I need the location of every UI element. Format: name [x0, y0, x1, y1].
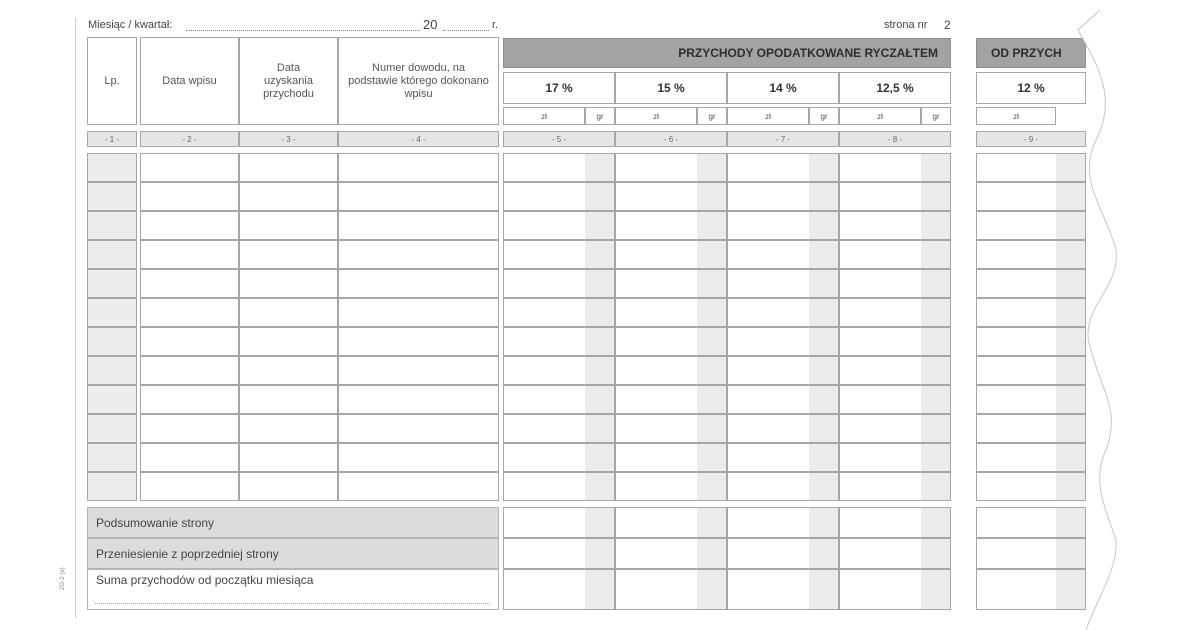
amount-cell [839, 298, 951, 327]
amount-cell [839, 153, 951, 182]
entry-cell [338, 385, 499, 414]
amount-cell [503, 269, 615, 298]
entry-cell [239, 327, 338, 356]
entry-cell [140, 240, 239, 269]
amount-cell [839, 385, 951, 414]
entry-cell [338, 240, 499, 269]
month-total-dotline [95, 603, 490, 604]
side-code: ZG-2 (e) [60, 567, 66, 590]
entry-cell [338, 182, 499, 211]
col-number-3: - 3 - [239, 131, 338, 147]
amount-cell [503, 182, 615, 211]
section-title-od-przych: OD PRZYCH [976, 38, 1086, 68]
summary-amount-cell [503, 569, 615, 610]
amount-cell [503, 327, 615, 356]
rate-15: 15 % [615, 72, 727, 104]
header-data-wpisu: Data wpisu [140, 37, 239, 125]
amount-cell [727, 182, 839, 211]
header-data-uzyskania: Data uzyskania przychodu [239, 37, 338, 125]
summary-amount-cell [503, 538, 615, 569]
subhead-zl: zł [976, 107, 1056, 125]
entry-cell [87, 240, 137, 269]
section-title-ryczalt: PRZYCHODY OPODATKOWANE RYCZAŁTEM [503, 38, 951, 68]
amount-cell [503, 443, 615, 472]
amount-cell [727, 414, 839, 443]
entry-cell [239, 240, 338, 269]
rate-17: 17 % [503, 72, 615, 104]
col-number-1: - 1 - [87, 131, 137, 147]
amount-cell [839, 182, 951, 211]
entry-cell [239, 211, 338, 240]
amount-cell [727, 211, 839, 240]
amount-cell [615, 269, 727, 298]
amount-cell [503, 356, 615, 385]
entry-cell [338, 211, 499, 240]
entry-cell [239, 298, 338, 327]
amount-cell [615, 182, 727, 211]
summary-amount-cell [839, 507, 951, 538]
subhead-gr: gr [809, 107, 839, 125]
entry-cell [140, 356, 239, 385]
amount-cell [839, 414, 951, 443]
paper-left-edge [75, 18, 76, 618]
entry-cell [87, 298, 137, 327]
month-quarter-label: Miesiąc / kwartał: [88, 19, 173, 31]
entry-cell [239, 153, 338, 182]
entry-cell [140, 269, 239, 298]
entry-cell [87, 414, 137, 443]
col-number-4: - 4 - [338, 131, 499, 147]
amount-cell [727, 298, 839, 327]
entry-cell [140, 472, 239, 501]
entry-cell [239, 472, 338, 501]
header-numer-dowodu: Numer dowodu, na podstawie którego dokonano wpisu [338, 37, 499, 125]
subhead-zl: zł [503, 107, 585, 125]
entry-cell [140, 153, 239, 182]
amount-cell [615, 211, 727, 240]
rate-12: 12 % [976, 72, 1086, 104]
amount-cell [839, 211, 951, 240]
header-lp: Lp. [87, 37, 137, 125]
summary-amount-cell [503, 507, 615, 538]
month-quarter-dotline [186, 30, 420, 31]
entry-cell [239, 385, 338, 414]
amount-cell [503, 211, 615, 240]
amount-cell [727, 385, 839, 414]
summary-amount-cell [727, 538, 839, 569]
summary-amount-cell [727, 569, 839, 610]
subhead-gr: gr [585, 107, 615, 125]
amount-cell [839, 472, 951, 501]
col-number-8: - 8 - [839, 131, 951, 147]
year-suffix: r. [492, 19, 499, 31]
amount-cell [839, 443, 951, 472]
entry-cell [140, 211, 239, 240]
subhead-zl: zł [839, 107, 921, 125]
entry-cell [239, 356, 338, 385]
entry-cell [338, 269, 499, 298]
summary-carried-label: Przeniesienie z poprzedniej strony [87, 538, 499, 569]
amount-cell [727, 153, 839, 182]
amount-cell [615, 153, 727, 182]
entry-cell [239, 414, 338, 443]
amount-cell [503, 472, 615, 501]
amount-cell [615, 385, 727, 414]
amount-cell [839, 356, 951, 385]
subhead-zl: zł [727, 107, 809, 125]
entry-cell [140, 385, 239, 414]
summary-amount-cell [615, 538, 727, 569]
amount-cell [839, 327, 951, 356]
amount-cell [615, 414, 727, 443]
entry-cell [239, 182, 338, 211]
entry-cell [338, 414, 499, 443]
entry-cell [87, 327, 137, 356]
amount-cell [839, 269, 951, 298]
amount-cell [615, 443, 727, 472]
entry-cell [338, 443, 499, 472]
entry-cell [87, 472, 137, 501]
entry-cell [338, 298, 499, 327]
year-prefix: 20 [423, 17, 438, 32]
amount-cell [727, 327, 839, 356]
entry-cell [87, 211, 137, 240]
entry-cell [239, 269, 338, 298]
col-number-6: - 6 - [615, 131, 727, 147]
col-number-9: - 9 - [976, 131, 1086, 147]
summary-amount-cell [615, 507, 727, 538]
amount-cell [503, 414, 615, 443]
page-number: 2 [944, 18, 951, 32]
amount-cell [727, 356, 839, 385]
summary-amount-cell [839, 569, 951, 610]
amount-cell [503, 153, 615, 182]
amount-cell [615, 472, 727, 501]
entry-cell [338, 153, 499, 182]
col-number-2: - 2 - [140, 131, 239, 147]
entry-cell [338, 472, 499, 501]
entry-cell [140, 443, 239, 472]
entry-cell [338, 356, 499, 385]
entry-cell [140, 182, 239, 211]
col-number-5: - 5 - [503, 131, 615, 147]
amount-cell [839, 240, 951, 269]
amount-cell [503, 385, 615, 414]
col-number-7: - 7 - [727, 131, 839, 147]
amount-cell [727, 443, 839, 472]
summary-month-total-label: Suma przychodów od początku miesiąca [87, 569, 499, 610]
amount-cell [503, 240, 615, 269]
subhead-zl: zł [615, 107, 697, 125]
amount-cell [727, 240, 839, 269]
entry-cell [140, 414, 239, 443]
entry-cell [87, 443, 137, 472]
rate-14: 14 % [727, 72, 839, 104]
subhead-gr: gr [697, 107, 727, 125]
year-dotline [443, 30, 489, 31]
entry-cell [87, 153, 137, 182]
entry-cell [140, 327, 239, 356]
amount-cell [615, 327, 727, 356]
amount-cell [615, 240, 727, 269]
amount-cell [503, 298, 615, 327]
amount-cell [727, 269, 839, 298]
summary-amount-cell [615, 569, 727, 610]
amount-cell [615, 298, 727, 327]
page-label: strona nr [884, 19, 928, 31]
entry-cell [140, 298, 239, 327]
entry-cell [87, 182, 137, 211]
rate-12-5: 12,5 % [839, 72, 951, 104]
entry-cell [239, 443, 338, 472]
subhead-gr: gr [921, 107, 951, 125]
summary-page-label: Podsumowanie strony [87, 507, 499, 538]
entry-cell [87, 356, 137, 385]
entry-cell [87, 269, 137, 298]
summary-amount-cell [727, 507, 839, 538]
summary-amount-cell [839, 538, 951, 569]
amount-cell [727, 472, 839, 501]
torn-edge [1056, 10, 1200, 630]
entry-cell [87, 385, 137, 414]
amount-cell [615, 356, 727, 385]
entry-cell [338, 327, 499, 356]
